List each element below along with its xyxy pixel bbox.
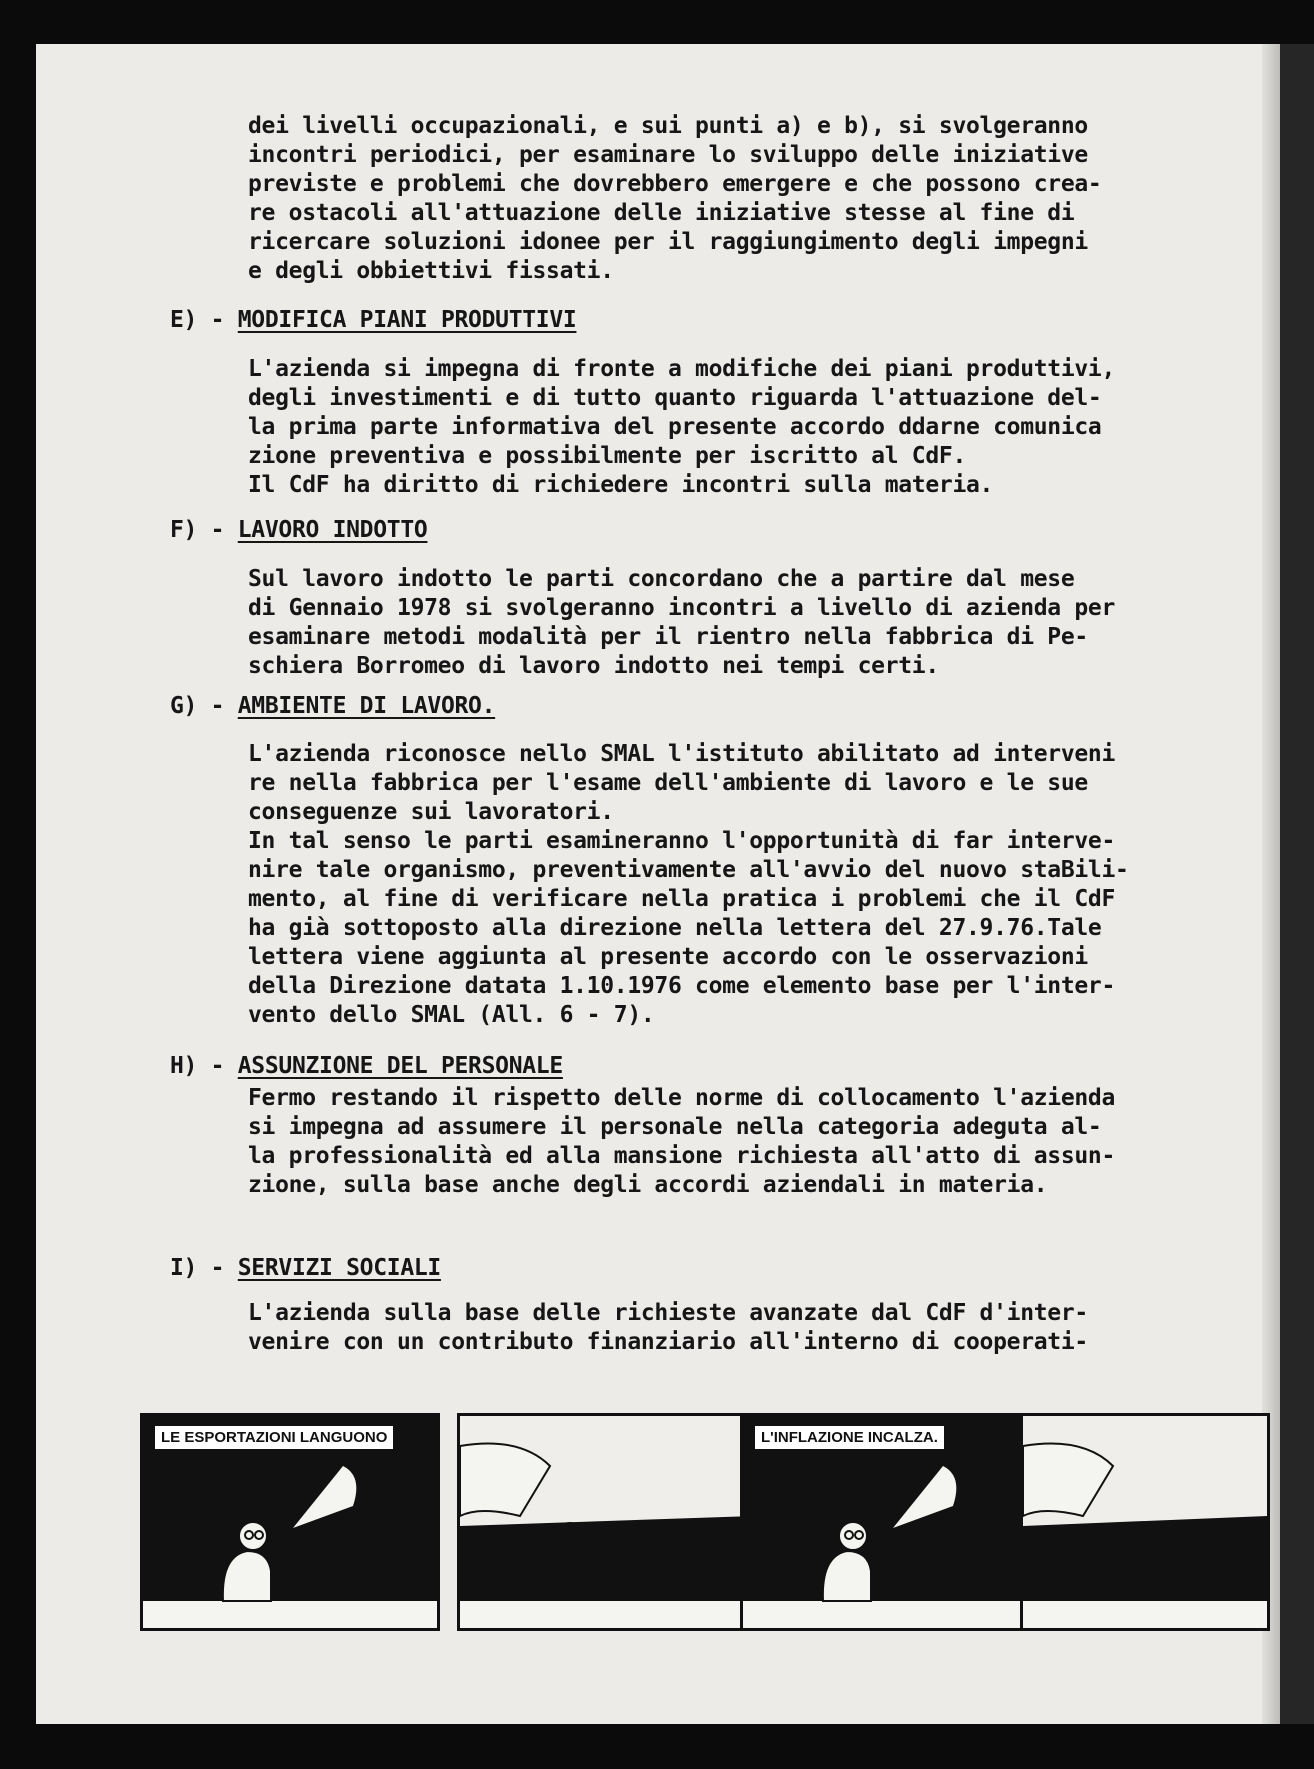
- section-letter: I) -: [170, 1255, 238, 1281]
- text-line: dei livelli occupazionali, e sui punti a) e b), si svolgeranno: [248, 113, 1088, 139]
- section-title: SERVIZI SOCIALI: [237, 1255, 441, 1281]
- text-line: venire con un contributo finanziario all'interno di cooperati-: [248, 1329, 1088, 1355]
- text-line: della Direzione datata 1.10.1976 come elemento base per l'inter-: [248, 973, 1116, 999]
- section-heading: [170, 517, 427, 543]
- text-line: re nella fabbrica per l'esame dell'ambiente di lavoro e le sue: [248, 770, 1088, 796]
- section-title: LAVORO INDOTTO: [237, 517, 428, 543]
- cartoon-drawing: [460, 1416, 754, 1628]
- text-line: zione preventiva e possibilmente per iscritto al CdF.: [248, 443, 967, 469]
- text-line: vento dello SMAL (All. 6 - 7).: [248, 1002, 655, 1028]
- cartoon-caption: L'INFLAZIONE INCALZA.: [753, 1424, 946, 1451]
- text-line: esaminare metodi modalità per il rientro nella fabbrica di Pe-: [248, 624, 1088, 650]
- text-line: In tal senso le parti esamineranno l'opportunità di far interve-: [248, 828, 1116, 854]
- section-heading: [170, 1053, 563, 1079]
- text-line: previste e problemi che dovrebbero emergere e che possono crea-: [248, 171, 1102, 197]
- text-line: e degli obbiettivi fissati.: [248, 258, 614, 284]
- text-line: L'azienda si impegna di fronte a modifiche dei piani produttivi,: [248, 356, 1116, 382]
- text-line: Fermo restando il rispetto delle norme di collocamento l'azienda: [248, 1085, 1116, 1111]
- text-line: conseguenze sui lavoratori.: [248, 799, 614, 825]
- text-line: di Gennaio 1978 si svolgeranno incontri a livello di azienda per: [248, 595, 1116, 621]
- text-line: L'azienda riconosce nello SMAL l'istituto abilitato ad interveni: [248, 741, 1116, 767]
- section-heading: [170, 1255, 441, 1281]
- section-title: AMBIENTE DI LAVORO.: [237, 693, 496, 719]
- text-line: zione, sulla base anche degli accordi aziendali in materia.: [248, 1172, 1048, 1198]
- text-line: si impegna ad assumere il personale nella categoria adeguta al-: [248, 1114, 1102, 1140]
- cartoon-panel-3: [740, 1413, 1040, 1631]
- text-line: Sul lavoro indotto le parti concordano che a partire dal mese: [248, 566, 1075, 592]
- text-line: lettera viene aggiunta al presente accordo con le osservazioni: [248, 944, 1088, 970]
- section-letter: H) -: [170, 1053, 238, 1079]
- text-line: la professionalità ed alla mansione richiesta all'atto di assun-: [248, 1143, 1116, 1169]
- text-line: la prima parte informativa del presente accordo ddarne comunica: [248, 414, 1102, 440]
- text-line: incontri periodici, per esaminare lo sviluppo delle iniziative: [248, 142, 1088, 168]
- section-heading: [170, 693, 495, 719]
- text-line: Il CdF ha diritto di richiedere incontri sulla materia.: [248, 472, 994, 498]
- section-letter: G) -: [170, 693, 238, 719]
- text-line: nire tale organismo, preventivamente all'avvio del nuovo staBili-: [248, 857, 1129, 883]
- cartoon-caption: LE ESPORTAZIONI LANGUONO: [153, 1424, 395, 1451]
- section-heading: [170, 307, 576, 333]
- cartoon-panel-1: [140, 1413, 440, 1631]
- text-line: ricercare soluzioni idonee per il raggiungimento degli impegni: [248, 229, 1088, 255]
- text-line: schiera Borromeo di lavoro indotto nei tempi certi.: [248, 653, 939, 679]
- text-line: L'azienda sulla base delle richieste avanzate dal CdF d'inter-: [248, 1300, 1088, 1326]
- cartoon-panel-2: [457, 1413, 757, 1631]
- section-letter: E) -: [170, 307, 238, 333]
- text-line: degli investimenti e di tutto quanto riguarda l'attuazione del-: [248, 385, 1102, 411]
- section-title: ASSUNZIONE DEL PERSONALE: [237, 1053, 563, 1079]
- cartoon-drawing: [1023, 1416, 1267, 1628]
- text-line: ha già sottoposto alla direzione nella lettera del 27.9.76.Tale: [248, 915, 1102, 941]
- text-line: mento, al fine di verificare nella pratica i problemi che il CdF: [248, 886, 1116, 912]
- section-title: MODIFICA PIANI PRODUTTIVI: [237, 307, 577, 333]
- text-line: re ostacoli all'attuazione delle iniziative stesse al fine di: [248, 200, 1075, 226]
- cartoon-panel-4: [1020, 1413, 1270, 1631]
- section-letter: F) -: [170, 517, 238, 543]
